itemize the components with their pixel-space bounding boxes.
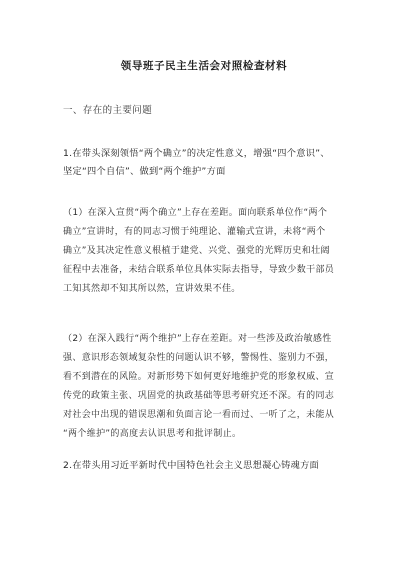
paragraph-2-line: 传党的政策主张、巩固党的执政基础等思考研究还不深。有的同志 (63, 391, 335, 401)
paragraph-2-line: 强、意识形态领域复杂性的问题认识不够，警惕性、鉴别力不强， (63, 353, 335, 363)
paragraph-2-line: （2）在深入践行“两个维护”上存在差距。对一些涉及政治敏感性 (63, 334, 332, 344)
subheading-1-line: 坚定“四个自信”、做到“两个维护”方面 (63, 166, 226, 177)
paragraph-2-line: 看不到潜在的风险。对新形势下如何更好地维护党的形象权威、宣 (63, 372, 335, 382)
subheading-2 (63, 457, 363, 475)
paragraph-1-line: 确立”及其决定性意义根植于建党、兴党、强党的光辉历史和壮阔 (63, 246, 330, 256)
subheading-1 (63, 145, 363, 181)
paragraph-2-line: “两个维护”的高度去认识思考和批评制止。 (63, 429, 242, 439)
paragraph-1-line: 工知其然却不知其所以然，宣讲效果不佳。 (63, 284, 241, 294)
subheading-1-line: 1.在带头深刻领悟“两个确立”的决定性意义，增强“四个意识”、 (63, 148, 330, 159)
paragraph-1-line: 确立”宣讲时，有的同志习惯于纯理论、灌输式宣讲，未将“两个 (63, 227, 326, 237)
paragraph-1 (63, 204, 353, 299)
section-heading: 一、存在的主要问题 (63, 105, 153, 116)
paragraph-1-line: 征程中去准备，未结合联系单位具体实际去指导，导致少数干部员 (63, 265, 335, 275)
paragraph-1-line: （1）在深入宣贯“两个确立”上存在差距。面向联系单位作“两个 (63, 208, 328, 218)
paragraph-2-line: 对社会中出现的错误思潮和负面言论一看而过、一听了之，未能从 (63, 410, 335, 420)
paragraph-2 (63, 330, 353, 444)
document-title: 领导班子民主生活会对照检查材料 (120, 60, 288, 72)
subheading-2-line: 2.在带头用习近平新时代中国特色社会主义思想凝心铸魂方面 (63, 460, 320, 471)
